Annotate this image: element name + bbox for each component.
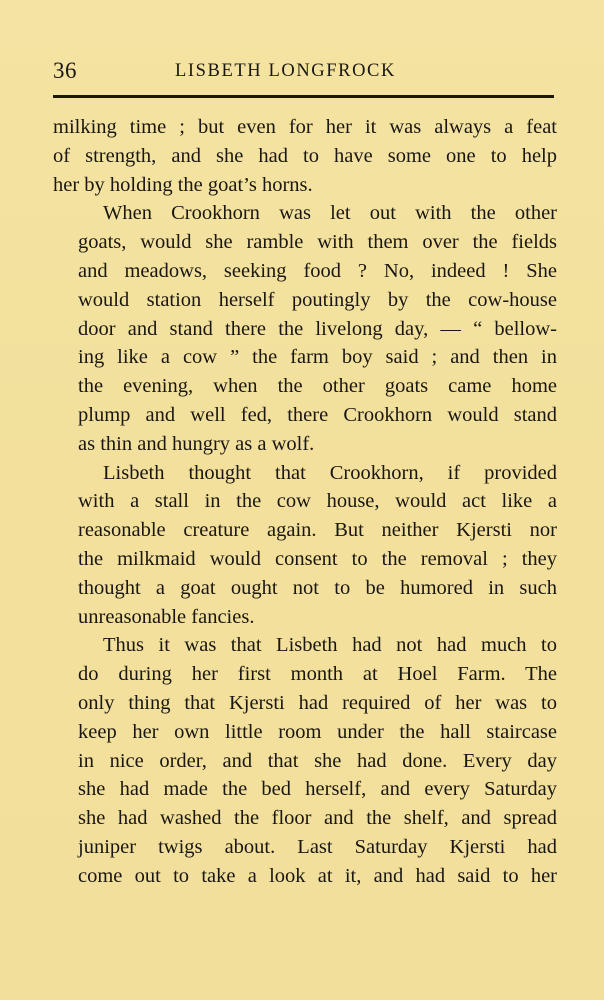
text-line: only thing that Kjersti had required of her was to bbox=[78, 691, 557, 714]
text-line: Lisbeth thought that Crookhorn, if provided bbox=[103, 461, 557, 484]
text-line: When Crookhorn was let out with the other bbox=[103, 202, 557, 225]
page-header bbox=[53, 58, 555, 88]
text-line: the milkmaid would consent to the removal ; they bbox=[78, 547, 557, 570]
page-number: 36 bbox=[53, 58, 77, 83]
text-line: goats, would she ramble with them over the fields bbox=[78, 231, 557, 254]
text-line: unreasonable fancies. bbox=[78, 605, 255, 628]
text-line: and meadows, seeking food ? No, indeed ! She bbox=[78, 259, 557, 282]
body-text bbox=[53, 113, 557, 891]
running-title: LISBETH LONGFROCK bbox=[175, 61, 396, 81]
text-line: plump and well fed, there Crookhorn would stand bbox=[78, 403, 557, 426]
text-line: reasonable creature again. But neither Kjersti nor bbox=[78, 519, 557, 542]
text-line: in nice order, and that she had done. Every day bbox=[78, 749, 557, 772]
text-line: as thin and hungry as a wolf. bbox=[78, 432, 315, 455]
text-line: juniper twigs about. Last Saturday Kjersti had bbox=[78, 835, 557, 858]
text-line: would station herself poutingly by the cow-house bbox=[78, 288, 557, 311]
text-line: Thus it was that Lisbeth had not had much to bbox=[103, 634, 557, 657]
text-line: ing like a cow ” the farm boy said ; and then in bbox=[78, 346, 557, 369]
text-line: door and stand there the livelong day, — “ bellow- bbox=[78, 317, 557, 340]
paragraph-2 bbox=[53, 199, 557, 458]
text-line: milking time ; but even for her it was always a feat bbox=[53, 116, 557, 138]
text-line: do during her first month at Hoel Farm. The bbox=[78, 663, 557, 686]
text-line: her by holding the goat’s horns. bbox=[53, 173, 313, 196]
paragraph-1 bbox=[53, 113, 557, 199]
paragraph-3 bbox=[53, 459, 557, 632]
text-line: she had made the bed herself, and every Saturday bbox=[78, 778, 557, 801]
text-line: of strength, and she had to have some one to help bbox=[53, 144, 557, 167]
text-line: with a stall in the cow house, would act like a bbox=[78, 490, 557, 513]
text-line: keep her own little room under the hall staircase bbox=[78, 720, 557, 743]
text-line: the evening, when the other goats came home bbox=[78, 375, 557, 398]
text-line: thought a goat ought not to be humored in such bbox=[78, 576, 557, 599]
text-line: come out to take a look at it, and had said to her bbox=[78, 864, 557, 887]
header-rule bbox=[53, 95, 554, 98]
text-line: she had washed the floor and the shelf, and spread bbox=[78, 807, 557, 830]
paragraph-4 bbox=[53, 631, 557, 890]
